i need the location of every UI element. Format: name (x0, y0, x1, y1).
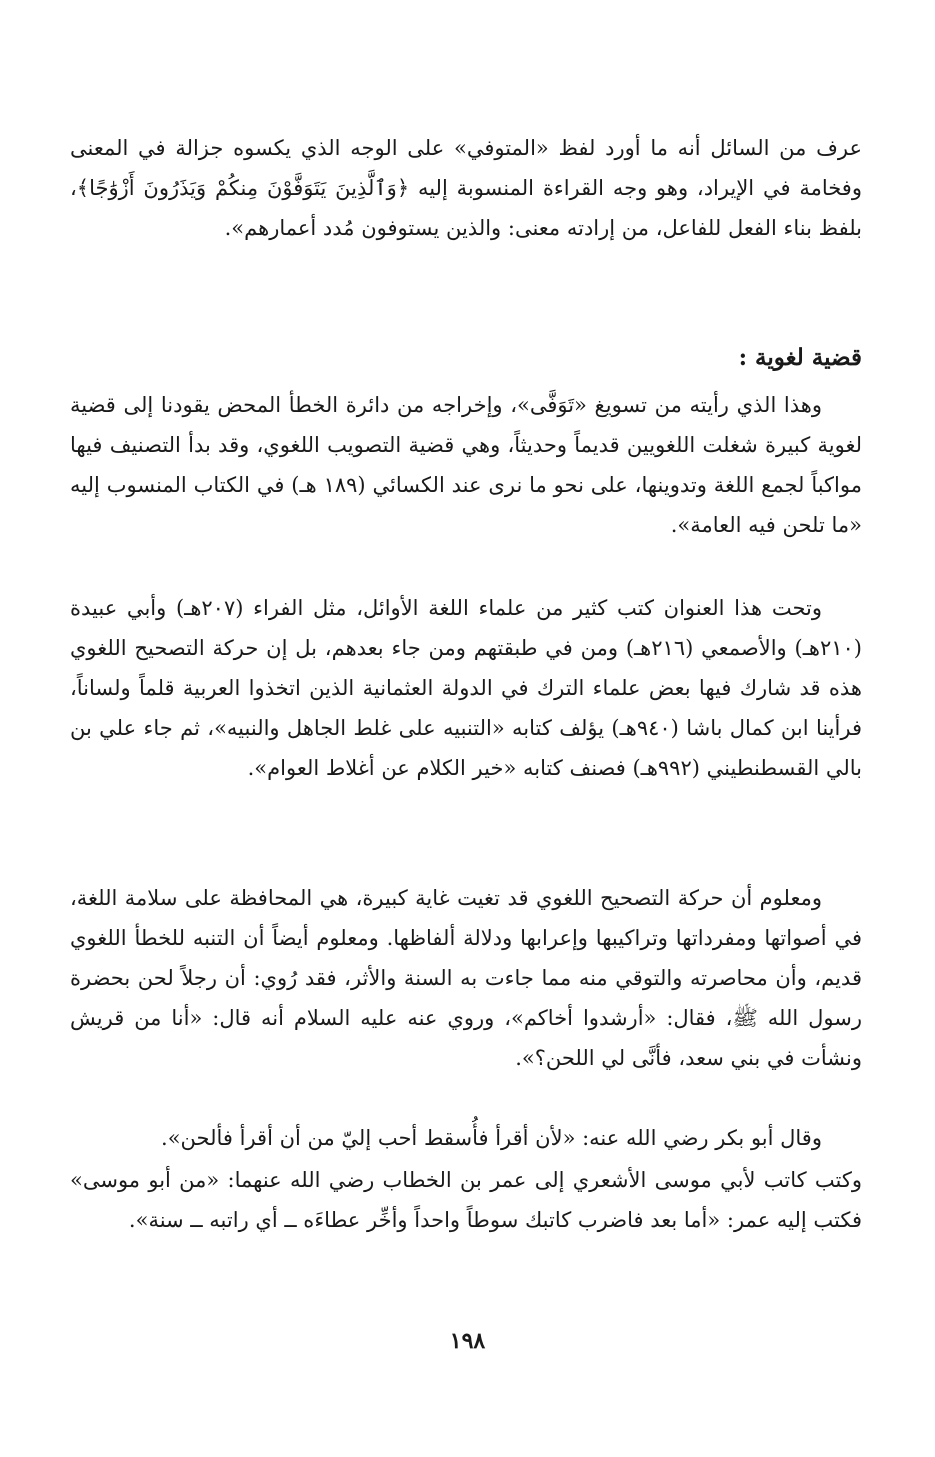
paragraph-scholars: وتحت هذا العنوان كتب كثير من علماء اللغة الأوائل، مثل الفراء (٢٠٧هـ) وأبي عبيدة (٢١٠هـ) والأصمعي (٢١٦هـ) ومن في طبقتهم ومن جاء بعدهم، بل إن حركة التصحيح اللغوي هذه قد شارك فيها بعض علماء الترك في الدولة العثمانية الذين اتخذوا العربية قلماً ولساناً، فرأينا ابن كمال باشا (٩٤٠هـ) يؤلف كتابه «التنبيه على غلط الجاهل والنبيه»، ثم جاء علي بن بالي القسطنطيني (٩٩٢هـ) فصنف كتابه «خير الكلام عن أغلاط العوام». (70, 596, 862, 780)
paragraph-abu-bakr: وقال أبو بكر رضي الله عنه: «لأن أقرأ فأُسقط أحب إليّ من أن أقرأ فألحن». (161, 1126, 822, 1150)
page-number: ١٩٨ (449, 1328, 486, 1354)
section-heading: قضية لغوية : (738, 344, 862, 371)
paragraph-abu-musa: وكتب كاتب لأبي موسى الأشعري إلى عمر بن الخطاب رضي الله عنهما: «من أبو موسى» فكتب إليه عمر: «أما بعد فاضرب كاتبك سوطاً واحداً وأخِّر عطاءَه ــ أي راتبه ــ سنة». (70, 1168, 862, 1232)
paragraph-correction-movement: ومعلوم أن حركة التصحيح اللغوي قد تغيت غاية كبيرة، هي المحافظة على سلامة اللغة، في أصواتها ومفرداتها وتراكيبها وإعرابها ودلالة ألفاظها. ومعلوم أيضاً أن التنبه للخطأ اللغوي قديم، وأن محاصرته والتوقي منه مما جاءت به السنة والأثر، فقد رُوي: أن رجلاً لحن بحضرة رسول الله ﷺ، فقال: «أرشدوا أخاكم»، وروي عنه عليه السلام أنه قال: «أنا من قريش ونشأت في بني سعد، فأنَّى لي اللحن؟». (70, 886, 862, 1070)
paragraph-intro: عرف من السائل أنه ما أورد لفظ «المتوفي» على الوجه الذي يكسوه جزالة في المعنى وفخامة في الإيراد، وهو وجه القراءة المنسوبة إليه ﴿وَٱلَّذِينَ يَتَوَفَّوْنَ مِنكُمْ وَيَذَرُونَ أَزْوَٰجًا﴾، بلفظ بناء الفعل للفاعل، من إرادته معنى: والذين يستوفون مُدد أعمارهم». (70, 136, 862, 240)
paragraph-linguistic-issue: وهذا الذي رأيته من تسويغ «تَوَفَّى»، وإخراجه من دائرة الخطأ المحض يقودنا إلى قضية لغوية كبيرة شغلت اللغويين قديماً وحديثاً، وهي قضية التصويب اللغوي، وقد بدأ التصنيف فيها مواكباً لجمع اللغة وتدوينها، على نحو ما نرى عند الكسائي (١٨٩ هـ) في الكتاب المنسوب إليه «ما تلحن فيه العامة». (70, 393, 862, 537)
